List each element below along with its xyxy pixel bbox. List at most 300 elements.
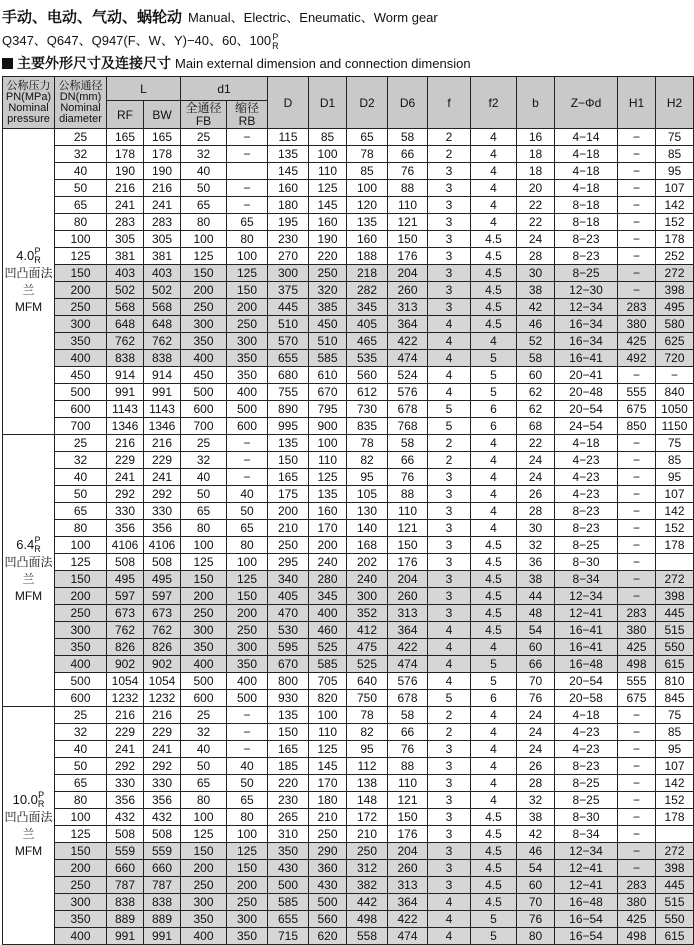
table-cell: 648 — [144, 316, 181, 333]
table-cell: 826 — [144, 639, 181, 656]
table-cell: 4.5 — [471, 316, 517, 333]
table-row — [3, 486, 694, 503]
table-cell: 3 — [428, 554, 471, 571]
table-cell: 229 — [107, 724, 144, 741]
table-row — [3, 469, 694, 486]
table-cell: 16−41 — [555, 639, 618, 656]
table-cell: 715 — [268, 928, 309, 945]
table-cell: 1232 — [107, 690, 144, 707]
table-cell: 4−23 — [555, 724, 618, 741]
table-cell: 100 — [181, 809, 227, 826]
table-cell: 1143 — [107, 401, 144, 418]
table-row — [3, 248, 694, 265]
table-cell: 5 — [471, 384, 517, 401]
header-f: f — [428, 77, 471, 129]
table-cell: 65 — [347, 129, 388, 146]
table-cell: 3 — [428, 214, 471, 231]
table-cell: 495 — [107, 571, 144, 588]
table-cell: 165 — [144, 129, 181, 146]
table-cell: 510 — [309, 333, 347, 350]
table-cell: 4 — [471, 129, 517, 146]
table-cell: 88 — [388, 486, 428, 503]
table-cell: 60 — [517, 367, 555, 384]
table-cell: 28 — [517, 503, 555, 520]
table-cell: 432 — [144, 809, 181, 826]
table-cell: 230 — [268, 792, 309, 809]
table-row — [3, 452, 694, 469]
table-cell: 845 — [656, 690, 694, 707]
table-cell: 150 — [268, 724, 309, 741]
table-cell: 250 — [181, 299, 227, 316]
table-cell: 3 — [428, 520, 471, 537]
face-type-cn: 凹凸面法兰 — [4, 555, 53, 586]
table-cell: 16−48 — [555, 894, 618, 911]
table-cell: 25 — [181, 129, 227, 146]
table-cell: 100 — [309, 707, 347, 724]
table-cell: 38 — [517, 809, 555, 826]
table-cell: − — [227, 469, 268, 486]
table-cell: 5 — [471, 673, 517, 690]
header-D6: D6 — [388, 77, 428, 129]
table-row — [3, 911, 694, 928]
table-cell: 230 — [268, 231, 309, 248]
header-f2: f2 — [471, 77, 517, 129]
table-cell: 330 — [107, 775, 144, 792]
table-cell: 44 — [517, 588, 555, 605]
table-cell: 425 — [618, 333, 656, 350]
table-cell: 838 — [144, 350, 181, 367]
table-cell: 16−54 — [555, 928, 618, 945]
table-cell: 250 — [227, 316, 268, 333]
table-cell: 4−18 — [555, 435, 618, 452]
table-cell: 76 — [388, 469, 428, 486]
table-row — [3, 724, 694, 741]
table-cell: 4−18 — [555, 707, 618, 724]
table-cell: 550 — [656, 639, 694, 656]
table-cell: 218 — [347, 265, 388, 282]
table-cell: 80 — [227, 537, 268, 554]
table-cell: 16−48 — [555, 656, 618, 673]
table-cell: 40 — [55, 163, 107, 180]
table-cell: 250 — [347, 843, 388, 860]
table-cell: 345 — [347, 299, 388, 316]
table-cell: 68 — [517, 418, 555, 435]
table-cell: 40 — [55, 741, 107, 758]
table-cell: 4 — [471, 180, 517, 197]
table-cell: 32 — [517, 537, 555, 554]
table-cell: 902 — [144, 656, 181, 673]
table-cell: 80 — [55, 520, 107, 537]
table-cell: 95 — [656, 163, 694, 180]
table-cell: 432 — [107, 809, 144, 826]
table-cell: 585 — [309, 350, 347, 367]
table-cell: 4 — [471, 639, 517, 656]
table-cell: 422 — [388, 639, 428, 656]
table-cell: 350 — [55, 911, 107, 928]
face-type-en: MFM — [14, 300, 43, 314]
table-cell: 150 — [227, 282, 268, 299]
table-cell: 422 — [388, 911, 428, 928]
table-cell: − — [618, 129, 656, 146]
table-cell: 525 — [309, 639, 347, 656]
table-cell: 95 — [656, 469, 694, 486]
table-cell: 165 — [107, 129, 144, 146]
table-cell: 100 — [227, 248, 268, 265]
table-cell: 445 — [656, 877, 694, 894]
table-cell: 500 — [55, 384, 107, 401]
table-cell: − — [618, 571, 656, 588]
table-cell: 160 — [309, 503, 347, 520]
table-cell: 612 — [347, 384, 388, 401]
table-cell: 204 — [388, 265, 428, 282]
table-cell: 730 — [347, 401, 388, 418]
table-cell: 88 — [388, 758, 428, 775]
table-cell: 165 — [268, 741, 309, 758]
table-cell: 4 — [471, 486, 517, 503]
table-cell: − — [618, 860, 656, 877]
table-cell: 40 — [227, 486, 268, 503]
table-cell: 40 — [181, 741, 227, 758]
table-cell: 576 — [388, 384, 428, 401]
pressure-value: 4.0 — [16, 248, 35, 263]
table-cell: 283 — [618, 299, 656, 316]
table-cell: 135 — [347, 214, 388, 231]
header-pressure: 公称压力PN(MPa) Nominal pressure — [3, 77, 55, 129]
table-cell: 4 — [471, 163, 517, 180]
table-cell: 356 — [107, 520, 144, 537]
table-cell: 80 — [181, 520, 227, 537]
table-cell: 655 — [268, 911, 309, 928]
table-cell: − — [618, 282, 656, 299]
table-cell: 576 — [388, 673, 428, 690]
table-cell: 508 — [107, 554, 144, 571]
table-cell: 4 — [471, 214, 517, 231]
table-cell: 768 — [388, 418, 428, 435]
table-cell: 65 — [55, 775, 107, 792]
table-cell: 680 — [268, 367, 309, 384]
table-cell: 250 — [227, 894, 268, 911]
table-cell: 450 — [309, 316, 347, 333]
table-cell: 135 — [268, 146, 309, 163]
title-cn: 手动、电动、气动、蜗轮动 — [2, 9, 183, 26]
table-cell: 500 — [181, 673, 227, 690]
table-cell: 40 — [181, 163, 227, 180]
table-cell: 22 — [517, 197, 555, 214]
table-cell: 312 — [347, 860, 388, 877]
table-cell: 62 — [517, 384, 555, 401]
table-cell: 292 — [107, 758, 144, 775]
pressure-group-cell — [3, 435, 55, 707]
table-cell: 4 — [428, 656, 471, 673]
table-cell: 150 — [181, 571, 227, 588]
table-row — [3, 503, 694, 520]
table-cell: 250 — [268, 537, 309, 554]
table-cell: 125 — [309, 741, 347, 758]
table-cell: 178 — [144, 146, 181, 163]
table-cell: 241 — [144, 741, 181, 758]
table-cell: 170 — [309, 775, 347, 792]
table-cell: − — [227, 129, 268, 146]
table-cell: 130 — [347, 503, 388, 520]
table-row — [3, 894, 694, 911]
table-cell: 350 — [181, 911, 227, 928]
table-cell: 678 — [388, 401, 428, 418]
table-cell: 190 — [107, 163, 144, 180]
table-row — [3, 673, 694, 690]
table-cell: 121 — [388, 792, 428, 809]
table-cell: 12−34 — [555, 588, 618, 605]
table-cell: 250 — [309, 265, 347, 282]
table-cell: 145 — [309, 197, 347, 214]
table-cell: 600 — [181, 401, 227, 418]
table-cell: 250 — [55, 877, 107, 894]
table-cell — [656, 554, 694, 571]
table-cell: 220 — [268, 775, 309, 792]
table-cell: − — [618, 486, 656, 503]
table-cell: 100 — [55, 809, 107, 826]
table-cell: 46 — [517, 843, 555, 860]
pr-label: P R — [272, 32, 279, 51]
table-cell: 75 — [656, 707, 694, 724]
table-cell: 8−23 — [555, 503, 618, 520]
table-cell: 20−41 — [555, 367, 618, 384]
table-cell: 260 — [388, 588, 428, 605]
table-cell: 8−23 — [555, 231, 618, 248]
table-cell: − — [227, 435, 268, 452]
table-cell: 762 — [107, 622, 144, 639]
table-cell: 1050 — [656, 401, 694, 418]
table-cell: − — [618, 231, 656, 248]
table-cell: 8−18 — [555, 197, 618, 214]
table-cell: 60 — [517, 877, 555, 894]
table-cell: 142 — [656, 197, 694, 214]
table-cell: − — [227, 452, 268, 469]
header-H1: H1 — [618, 77, 656, 129]
table-cell: 16 — [517, 129, 555, 146]
table-cell: 283 — [144, 214, 181, 231]
table-cell: 310 — [268, 826, 309, 843]
table-cell: 838 — [107, 350, 144, 367]
table-cell: 305 — [144, 231, 181, 248]
table-cell: − — [227, 724, 268, 741]
table-cell: 450 — [181, 367, 227, 384]
table-cell: 110 — [309, 452, 347, 469]
table-cell: 8−34 — [555, 826, 618, 843]
table-cell: 300 — [268, 265, 309, 282]
face-type-cn: 凹凸面法兰 — [4, 266, 53, 297]
table-cell: 292 — [144, 758, 181, 775]
table-cell: 240 — [347, 571, 388, 588]
table-cell: 4−18 — [555, 180, 618, 197]
table-cell: 36 — [517, 554, 555, 571]
table-cell: − — [618, 775, 656, 792]
table-cell: 580 — [656, 316, 694, 333]
table-cell: 1346 — [107, 418, 144, 435]
table-cell: 5 — [471, 928, 517, 945]
table-cell: 330 — [144, 503, 181, 520]
table-cell: 200 — [55, 588, 107, 605]
table-cell: 125 — [55, 826, 107, 843]
table-cell: 525 — [347, 656, 388, 673]
table-cell: 8−25 — [555, 537, 618, 554]
table-cell: 200 — [181, 860, 227, 877]
table-cell: 20−58 — [555, 690, 618, 707]
table-cell: 991 — [144, 928, 181, 945]
table-cell: 165 — [268, 469, 309, 486]
table-cell: 283 — [107, 214, 144, 231]
table-cell: 382 — [347, 877, 388, 894]
table-cell: 16−41 — [555, 622, 618, 639]
table-cell: − — [618, 469, 656, 486]
table-cell: 930 — [268, 690, 309, 707]
table-cell: 3 — [428, 503, 471, 520]
table-cell: 568 — [107, 299, 144, 316]
table-cell: 40 — [55, 469, 107, 486]
table-cell: 70 — [517, 894, 555, 911]
table-cell: 80 — [55, 214, 107, 231]
table-cell: 272 — [656, 843, 694, 860]
table-cell: 4 — [471, 503, 517, 520]
table-cell: 560 — [347, 367, 388, 384]
table-row — [3, 418, 694, 435]
table-cell: 200 — [227, 605, 268, 622]
table-cell: 889 — [107, 911, 144, 928]
table-cell: 474 — [388, 928, 428, 945]
table-cell: 290 — [309, 843, 347, 860]
table-cell: − — [618, 741, 656, 758]
table-cell: 398 — [656, 282, 694, 299]
table-cell: − — [618, 214, 656, 231]
table-cell: 425 — [618, 639, 656, 656]
table-cell: 125 — [309, 180, 347, 197]
table-cell: − — [618, 503, 656, 520]
table-cell: − — [618, 809, 656, 826]
table-cell: 560 — [309, 911, 347, 928]
table-cell: − — [618, 843, 656, 860]
table-cell: 125 — [227, 265, 268, 282]
table-cell: 350 — [55, 639, 107, 656]
table-cell: 4 — [471, 469, 517, 486]
table-cell: 80 — [181, 214, 227, 231]
table-cell: 615 — [656, 928, 694, 945]
table-cell: 4.5 — [471, 571, 517, 588]
table-cell: 42 — [517, 826, 555, 843]
table-cell: 24 — [517, 741, 555, 758]
table-cell: 24 — [517, 469, 555, 486]
table-cell: 400 — [55, 656, 107, 673]
header-RF: RF — [107, 101, 144, 129]
table-cell — [656, 826, 694, 843]
table-cell: 4 — [428, 622, 471, 639]
table-cell: 62 — [517, 401, 555, 418]
table-cell: 3 — [428, 571, 471, 588]
table-cell: 65 — [227, 520, 268, 537]
table-cell: 3 — [428, 877, 471, 894]
table-cell: 175 — [268, 486, 309, 503]
table-cell: 85 — [656, 146, 694, 163]
table-cell: 615 — [656, 656, 694, 673]
table-cell: 555 — [618, 384, 656, 401]
table-cell: 4 — [471, 146, 517, 163]
pressure-value: 6.4 — [16, 537, 35, 552]
table-cell: 125 — [227, 843, 268, 860]
table-cell: 152 — [656, 792, 694, 809]
face-type-en: MFM — [14, 589, 43, 603]
table-cell: 265 — [268, 809, 309, 826]
table-cell: 300 — [227, 911, 268, 928]
table-cell: 100 — [309, 146, 347, 163]
table-cell: 20−48 — [555, 384, 618, 401]
table-cell: 4.5 — [471, 877, 517, 894]
table-cell: 121 — [388, 520, 428, 537]
table-cell: 660 — [107, 860, 144, 877]
table-cell: 320 — [309, 282, 347, 299]
table-cell: 4 — [428, 350, 471, 367]
table-cell: 600 — [55, 401, 107, 418]
table-cell: 4−18 — [555, 163, 618, 180]
table-cell: 200 — [181, 588, 227, 605]
table-cell: 16−41 — [555, 350, 618, 367]
table-cell: − — [618, 248, 656, 265]
table-cell: 8−23 — [555, 758, 618, 775]
table-cell: 492 — [618, 350, 656, 367]
section-title-cn: 主要外形尺寸及连接尺寸 — [17, 55, 171, 71]
table-cell: 78 — [347, 435, 388, 452]
table-cell: − — [227, 197, 268, 214]
table-cell: 3 — [428, 265, 471, 282]
table-cell: 58 — [517, 350, 555, 367]
table-cell: 78 — [347, 146, 388, 163]
table-cell: 150 — [181, 843, 227, 860]
table-row — [3, 214, 694, 231]
table-row — [3, 282, 694, 299]
table-cell: 400 — [181, 656, 227, 673]
table-cell: 330 — [144, 775, 181, 792]
table-cell: 4−23 — [555, 452, 618, 469]
table-cell: 32 — [181, 724, 227, 741]
table-cell: 4.5 — [471, 554, 517, 571]
table-cell: 216 — [107, 707, 144, 724]
table-cell: − — [618, 758, 656, 775]
table-cell: 900 — [309, 418, 347, 435]
table-cell: 150 — [55, 571, 107, 588]
table-cell: 673 — [144, 605, 181, 622]
table-cell: 125 — [181, 248, 227, 265]
table-cell: − — [618, 163, 656, 180]
table-cell: 216 — [107, 180, 144, 197]
section-title-en: Main external dimension and connection dimension — [175, 56, 471, 71]
table-cell: 4106 — [144, 537, 181, 554]
table-cell: 4−18 — [555, 146, 618, 163]
table-cell: 75 — [656, 435, 694, 452]
table-cell: 160 — [268, 180, 309, 197]
table-cell: − — [618, 792, 656, 809]
table-cell: 22 — [517, 435, 555, 452]
table-cell: 42 — [517, 299, 555, 316]
table-cell: 250 — [181, 877, 227, 894]
table-cell: 38 — [517, 282, 555, 299]
table-cell: 995 — [268, 418, 309, 435]
table-cell: − — [618, 520, 656, 537]
table-cell: 3 — [428, 486, 471, 503]
table-cell: 4.5 — [471, 826, 517, 843]
table-cell: 50 — [227, 503, 268, 520]
table-cell: 135 — [268, 707, 309, 724]
table-cell: 4 — [471, 707, 517, 724]
table-cell: 810 — [656, 673, 694, 690]
table-cell: 172 — [347, 809, 388, 826]
table-cell: 3 — [428, 826, 471, 843]
